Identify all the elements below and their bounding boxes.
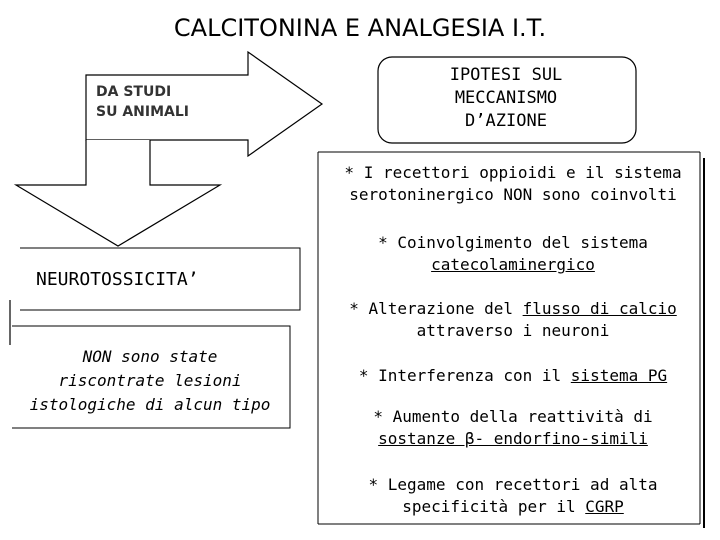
non-sono-line-2: riscontrate lesioni bbox=[58, 371, 242, 390]
studi-line-2: SU ANIMALI bbox=[96, 104, 189, 120]
item-2-underlined: catecolaminergico bbox=[431, 255, 595, 274]
down-arrow-shape bbox=[16, 140, 220, 246]
list-item bbox=[318, 232, 708, 276]
non-sono-line-3: istologiche di alcun tipo bbox=[29, 395, 271, 414]
list-item bbox=[318, 298, 708, 342]
item-6-underlined: CGRP bbox=[585, 497, 624, 516]
non-sono-text bbox=[14, 345, 286, 417]
item-1-line-2: serotoninergico NON sono coinvolti bbox=[349, 185, 677, 204]
item-6-line-1: * Legame con recettori ad alta bbox=[368, 475, 658, 494]
item-2-line-1: * Coinvolgimento del sistema bbox=[378, 233, 648, 252]
list-item bbox=[318, 162, 708, 206]
item-6-pre: specificità per il bbox=[402, 497, 586, 516]
neurotossicita-label: NEUROTOSSICITA’ bbox=[36, 269, 199, 290]
list-item bbox=[318, 365, 708, 387]
item-3-pre: * Alterazione del bbox=[349, 299, 523, 318]
studi-line-1: DA STUDI bbox=[96, 84, 172, 100]
item-3-underlined: flusso di calcio bbox=[522, 299, 677, 318]
item-5-underlined: sostanze β- endorfino-simili bbox=[378, 429, 648, 448]
ipotesi-label bbox=[378, 64, 634, 133]
ipotesi-line-1: IPOTESI SUL bbox=[449, 65, 563, 85]
item-4-underlined: sistema PG bbox=[570, 366, 668, 385]
studi-label bbox=[96, 82, 246, 122]
non-sono-line-1: NON sono state bbox=[82, 347, 218, 366]
item-1-line-1: * I recettori oppioidi e il sistema bbox=[344, 163, 682, 182]
list-item bbox=[318, 406, 708, 450]
ipotesi-line-2: MECCANISMO bbox=[454, 88, 558, 108]
list-item bbox=[318, 474, 708, 518]
item-5-line-1: * Aumento della reattività di bbox=[373, 407, 653, 426]
ipotesi-line-3: D’AZIONE bbox=[465, 111, 547, 131]
item-3-line-2: attraverso i neuroni bbox=[416, 321, 610, 340]
item-4-pre: * Interferenza con il bbox=[358, 366, 571, 385]
slide-title: CALCITONINA E ANALGESIA I.T. bbox=[173, 14, 547, 42]
